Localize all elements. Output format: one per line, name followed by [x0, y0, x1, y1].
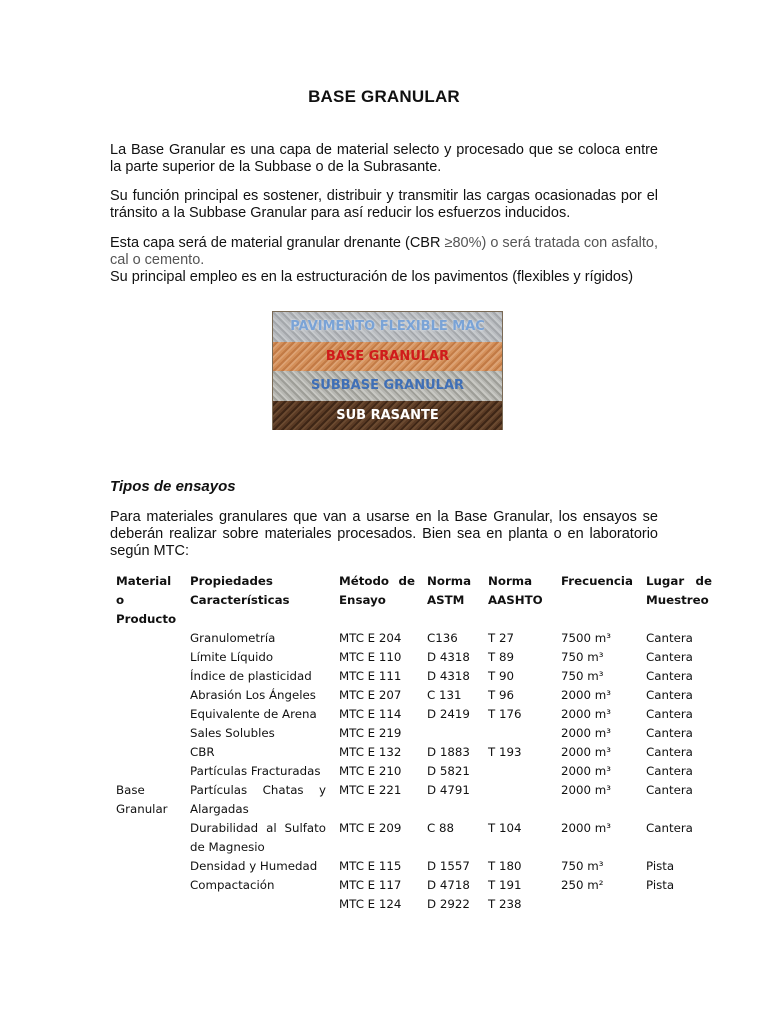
table-row: Base Granular Partículas Chatas y Alargadas MTC E 221 D 4791 2000 m³ Cantera [116, 781, 712, 819]
paragraph-text: Su función principal es sostener, distribuir y transmitir las cargas ocasionadas por el tránsito a la Subbase Granular para así reducir los esfuerzos inducidos. [110, 188, 658, 221]
paragraph-text: Para materiales granulares que van a usarse en la Base Granular, los ensayos se deberán realizar sobre materiales procesados. Bien sea en planta o en laboratorio según MTC: [110, 509, 658, 559]
table-row: Sales Solubles MTC E 219 2000 m³ Cantera [190, 726, 693, 740]
header-propiedades: Propiedades Características [190, 574, 290, 607]
table-row: Compactación MTC E 117 D 4718 T 191 250 m² Pista [190, 878, 675, 892]
table-row: Granulometría MTC E 204 C136 T 27 7500 m³ Cantera [190, 631, 693, 645]
pavement-layers-figure [272, 311, 503, 430]
section-title: Tipos de ensayos [110, 478, 236, 495]
header-material: Material o Producto [116, 574, 177, 626]
header-metodo: Método de Ensayo [339, 574, 415, 607]
section-intro [110, 509, 658, 560]
table-row: MTC E 124 D 2922 T 238 [339, 897, 522, 911]
layer-base-granular: BASE GRANULAR [273, 342, 502, 372]
table-row: Equivalente de Arena MTC E 114 D 2419 T 176 2000 m³ Cantera [190, 707, 693, 721]
table-row: Límite Líquido MTC E 110 D 4318 T 89 750 m³ Cantera [190, 650, 693, 664]
table-row: Densidad y Humedad MTC E 115 D 1557 T 180 750 m³ Pista [190, 859, 675, 873]
paragraph-text: Su principal empleo es en la estructuración de los pavimentos (flexibles y rígidos) [110, 269, 634, 285]
header-aashto: Norma AASHTO [488, 574, 543, 607]
paragraph-text: La Base Granular es una capa de material selecto y procesado que se coloca entre la parte superior de la Subbase o de la Subrasante. [110, 142, 658, 175]
paragraph-text-gray: ≥80%) o será tratada con asfalto, [444, 235, 658, 251]
table-row: Índice de plasticidad MTC E 111 D 4318 T 90 750 m³ Cantera [190, 669, 693, 683]
table-header-row [116, 572, 712, 629]
header-lugar: Lugar de Muestreo [646, 574, 712, 607]
paragraph-text-gray: cal o cemento. [110, 252, 205, 268]
table-row: Partículas Fracturadas MTC E 210 D 5821 2000 m³ Cantera [190, 764, 693, 778]
table-row: Durabilidad al Sulfato de Magnesio MTC E 209 C 88 T 104 2000 m³ Cantera [190, 821, 693, 854]
page-title: BASE GRANULAR [308, 87, 460, 106]
layer-pavimento: PAVIMENTO FLEXIBLE MAC [273, 312, 502, 342]
paragraph-text: Esta capa será de material granular drenante (CBR [110, 235, 445, 251]
material-cell: Base Granular [116, 783, 168, 816]
header-astm: Norma ASTM [427, 574, 472, 607]
table-row: Abrasión Los Ángeles MTC E 207 C 131 T 96 2000 m³ Cantera [190, 688, 693, 702]
tests-table [116, 572, 712, 914]
paragraph-function [110, 188, 658, 222]
table-row: CBR MTC E 132 D 1883 T 193 2000 m³ Cantera [190, 745, 693, 759]
paragraph-definition [110, 142, 658, 176]
paragraph-material [110, 235, 658, 286]
layer-sub-rasante: SUB RASANTE [273, 401, 502, 431]
layer-subbase-granular: SUBBASE GRANULAR [273, 371, 502, 401]
header-frecuencia: Frecuencia [561, 574, 633, 588]
